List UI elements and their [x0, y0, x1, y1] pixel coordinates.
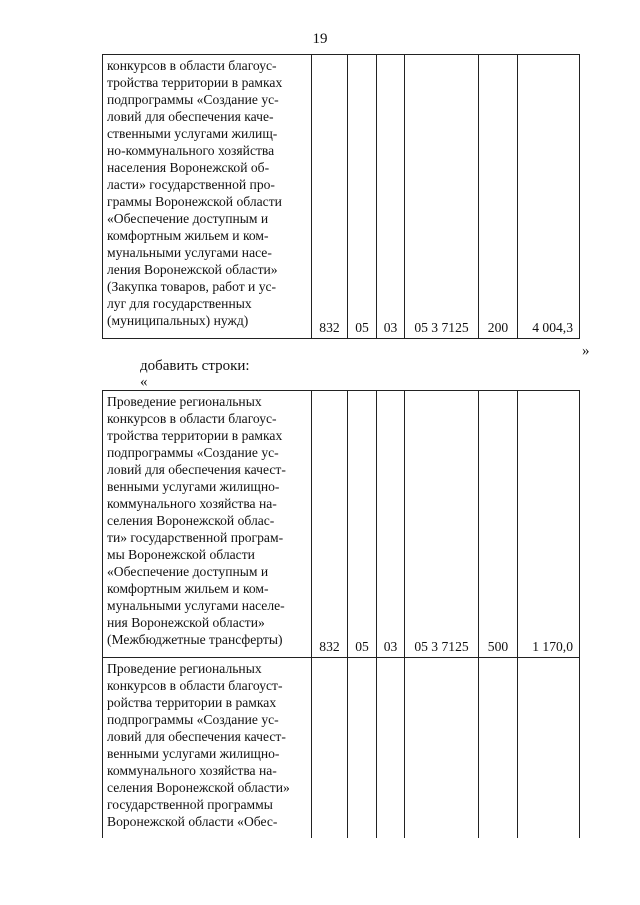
- section-code: 05: [348, 55, 377, 339]
- table-row: [103, 391, 580, 658]
- table-row: [103, 658, 580, 838]
- amount-value: [518, 658, 580, 838]
- ministry-code: 832: [312, 391, 348, 658]
- budget-table-existing-rows: [102, 54, 580, 339]
- subsection-code: 03: [377, 391, 405, 658]
- target-article-code: [405, 658, 479, 838]
- row-description: Проведение региональных конкурсов в области благоус- тройства территории в рамках подпрограммы «Создание ус- ловий для обеспечения качест- венными услугами жилищно- коммунального хозяйства на- селения Воронежской облас- ти» государственной програм- мы Воронежской области «Обеспечение доступным и комфортным жильем и ком- мунальными услугами населе- ния Воронежской области» (Межбюджетные трансферты): [103, 391, 312, 658]
- amount-value: 1 170,0: [518, 391, 580, 658]
- row-description: конкурсов в области благоус- тройства территории в рамках подпрограммы «Создание ус- ловий для обеспечения каче- ственными услугами жилищ- но-коммунального хозяйства населения Воронежской об- ласти» государственной про- граммы Воронежской области «Обеспечение доступным и комфортным жильем и ком- мунальными услугами насе- ления Воронежской области» (Закупка товаров, работ и ус- луг для государственных (муниципальных) нужд): [103, 55, 312, 339]
- subsection-code: [377, 658, 405, 838]
- budget-table-added-rows: [102, 390, 580, 658]
- amount-value: 4 004,3: [518, 55, 580, 339]
- page-number: 19: [312, 31, 328, 47]
- ministry-code: 832: [312, 55, 348, 339]
- ministry-code: [312, 658, 348, 838]
- target-article-code: 05 3 7125: [405, 391, 479, 658]
- budget-table-added-rows-continued: [102, 657, 580, 838]
- add-rows-instruction: добавить строки:: [140, 358, 250, 374]
- subsection-code: 03: [377, 55, 405, 339]
- section-code: 05: [348, 391, 377, 658]
- opening-quote: «: [140, 374, 148, 390]
- section-code: [348, 658, 377, 838]
- expense-type-code: [479, 658, 518, 838]
- row-description: Проведение региональных конкурсов в области благоуст- ройства территории в рамках подпрограммы «Создание ус- ловий для обеспечения качест- венными услугами жилищно- коммунального хозяйства на- селения Воронежской области» государственной программы Воронежской области «Обес-: [103, 658, 312, 838]
- expense-type-code: 500: [479, 391, 518, 658]
- table-row: [103, 55, 580, 339]
- expense-type-code: 200: [479, 55, 518, 339]
- target-article-code: 05 3 7125: [405, 55, 479, 339]
- closing-quote: »: [582, 343, 590, 359]
